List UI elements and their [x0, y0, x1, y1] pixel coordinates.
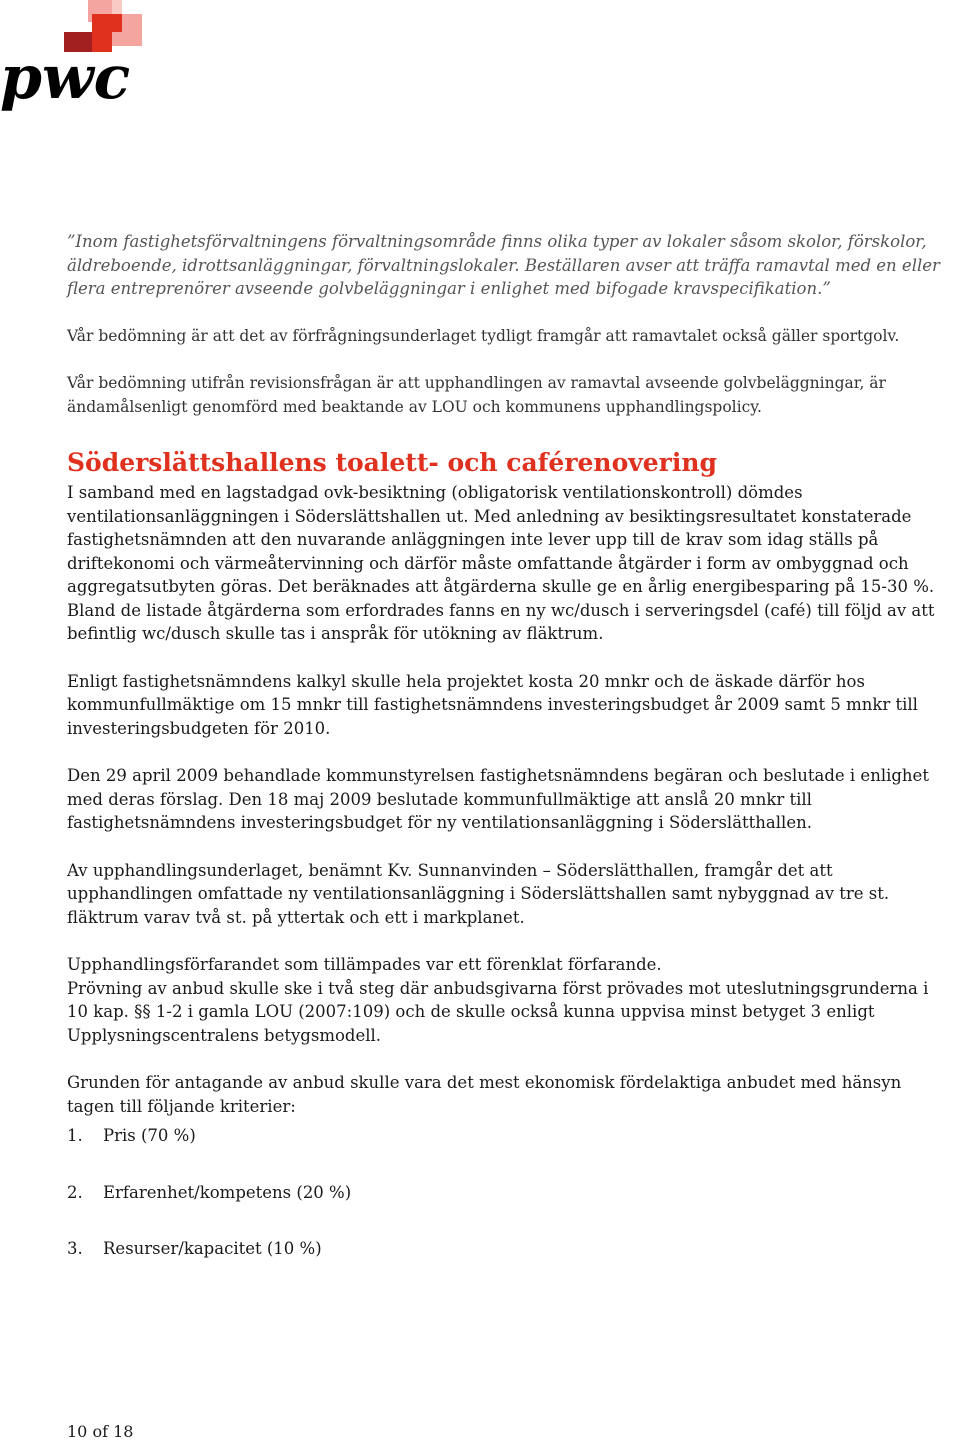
list-item-number: 3. [67, 1239, 83, 1258]
page-number: 10 of 18 [67, 1422, 134, 1441]
paragraph-budget: Enligt fastighetsnämndens kalkyl skulle hela projektet kosta 20 mnkr och de äskade därför hos kommunfullmäktige om 15 mnkr till fastighetsnämndens investeringsbudget år 2009 samt 5 mnkr till investeringsbudgeten för 2010. [67, 671, 918, 738]
page-content [67, 230, 947, 1261]
paragraph-evaluation: Prövning av anbud skulle ske i två steg där anbudsgivarna först prövades mot uteslutningsgrunderna i 10 kap. §§ 1-2 i gamla LOU (2007:109) och de skulle också kunna uppvisa minst betyget 3 enligt Upplysningscentralens betygsmodell. [67, 978, 929, 1045]
list-item [67, 1237, 947, 1261]
list-item [67, 1181, 947, 1205]
list-item-number: 1. [67, 1126, 83, 1145]
paragraph-ovk: I samband med en lagstadgad ovk-besiktning (obligatorisk ventilationskontroll) dömdes ventilationsanläggningen i Söderslättshallen ut. Med anledning av besiktingsresultatet konstaterade fastighetsnämnden att den nuvarande anläggningen inte lever upp till de krav som idag ställs på driftekonomi och värmeåtervinning och därför måste omfattande åtgärder i form av ombyggnad och aggregatsutbyten göras. Det beräknades att åtgärderna skulle ge en årlig energibesparing på 15-30 %. Bland de listade åtgärderna som erfordrades fanns en ny wc/dusch i serveringsdel (café) till följd av att befintlig wc/dusch skulle tas i anspråk för utökning av fläktrum. [67, 483, 935, 643]
section-heading: Söderslättshallens toalett- och caférenovering [67, 448, 717, 477]
paragraph-criteria-intro: Grunden för antagande av anbud skulle vara det mest ekonomisk fördelaktiga anbudet med hänsyn tagen till följande kriterier: [67, 1073, 902, 1116]
paragraph-procedure: Upphandlingsförfarandet som tillämpades var ett förenklat förfarande. [67, 955, 662, 974]
assessment-paragraph-1: Vår bedömning är att det av förfrågningsunderlaget tydligt framgår att ramavtalet också gäller sportgolv. [67, 326, 900, 345]
paragraph-decision: Den 29 april 2009 behandlade kommunstyrelsen fastighetsnämndens begäran och beslutade i enlighet med deras förslag. Den 18 maj 2009 beslutade kommunfullmäktige att anslå 20 mnkr till fastighetsnämndens investeringsbudget för ny ventilationsanläggning i Söderslätthallen. [67, 766, 929, 832]
list-item-text: Pris (70 %) [103, 1126, 196, 1145]
list-item-number: 2. [67, 1182, 83, 1202]
quoted-text: ”Inom fastighetsförvaltningens förvaltningsområde finns olika typer av lokaler såsom skolor, förskolor, äldreboende, idrottsanläggningar, förvaltningslokaler. Beställaren avser att träffa ramavtal med en eller flera entreprenörer avseende golvbeläggningar i enlighet med bifogade kravspecifikation.” [67, 232, 940, 298]
pwc-logo [0, 0, 150, 115]
list-item-text: Resurser/kapacitet (10 %) [103, 1239, 322, 1258]
paragraph-procurement-basis: Av upphandlingsunderlaget, benämnt Kv. Sunnanvinden – Söderslätthallen, framgår det att upphandlingen omfattade ny ventilationsanläggning i Söderslättshallen samt nybyggnad av tre st. fläktrum varav två st. på yttertak och ett i markplanet. [67, 860, 890, 927]
criteria-list [67, 1124, 947, 1261]
list-item [67, 1124, 947, 1148]
logo-wordmark: pwc [0, 43, 131, 113]
list-item-text: Erfarenhet/kompetens (20 %) [103, 1182, 352, 1202]
assessment-paragraph-2: Vår bedömning utifrån revisionsfrågan är att upphandlingen av ramavtal avseende golvbeläggningar, är ändamålsenligt genomförd med beaktande av LOU och kommunens upphandlingspolicy. [67, 374, 886, 416]
